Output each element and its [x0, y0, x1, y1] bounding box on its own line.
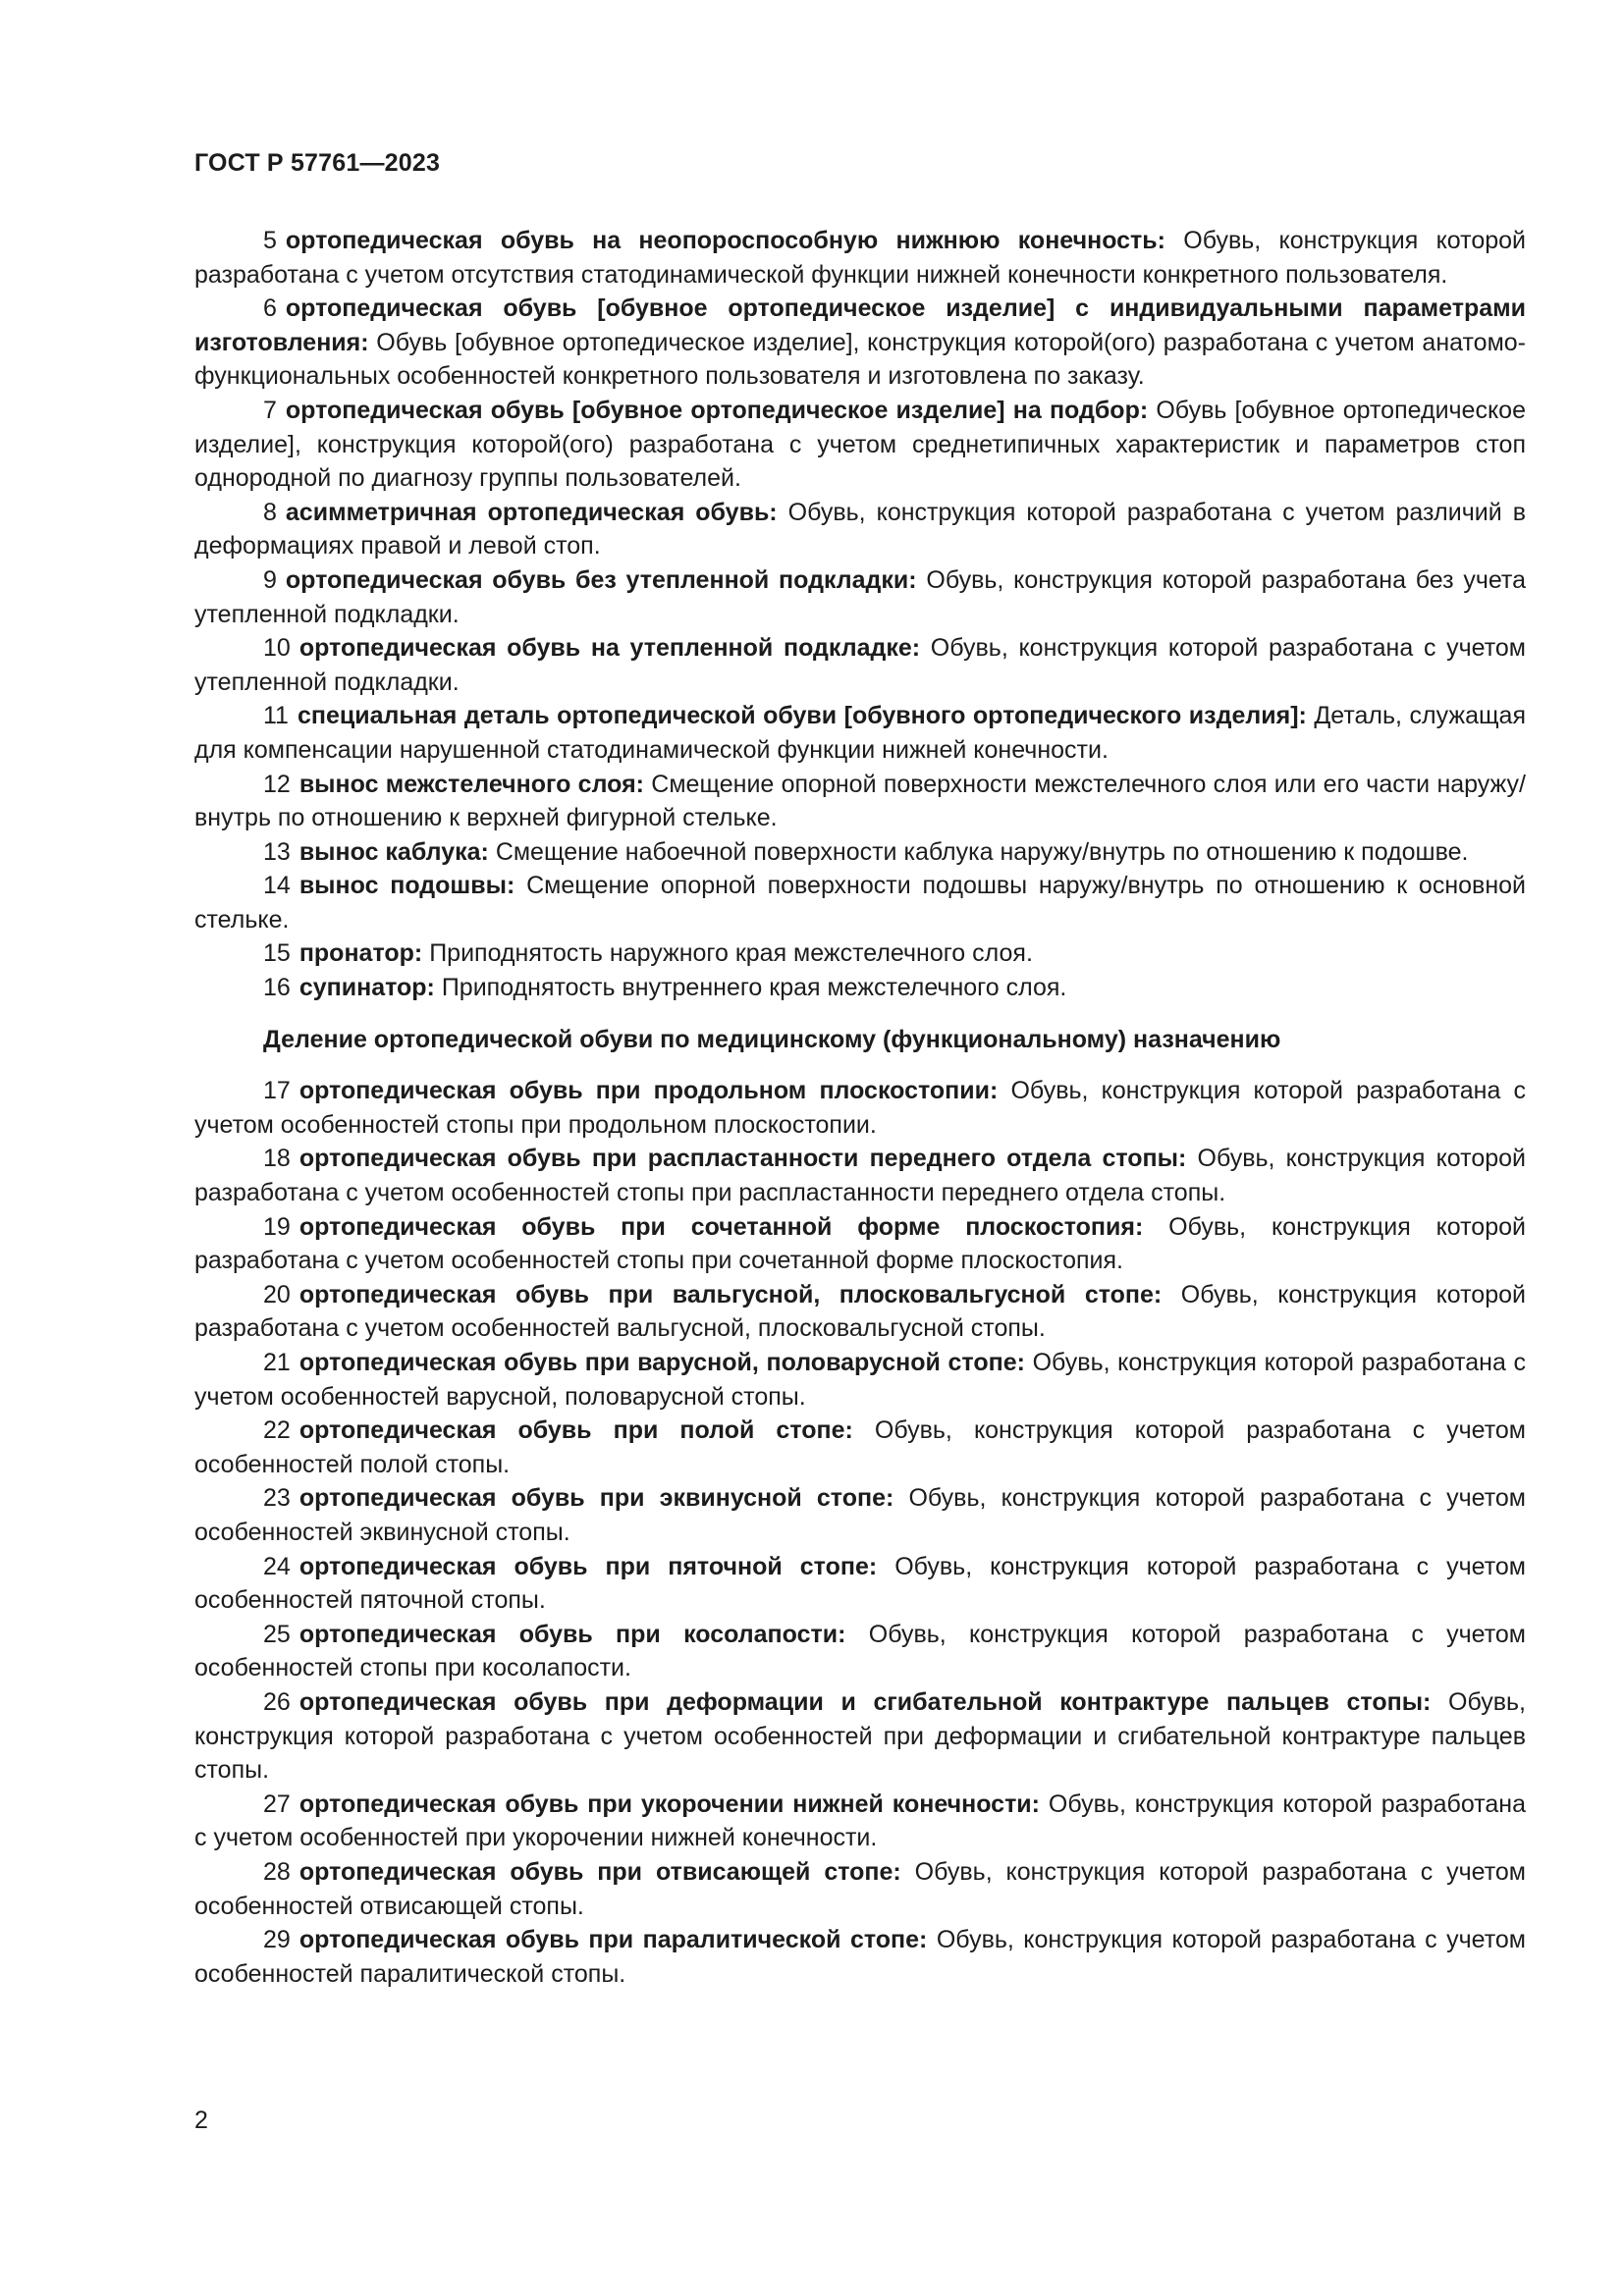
- entry-term: пронатор:: [298, 939, 423, 968]
- entry-definition: Обувь, конструкция которой разработана с учетом особенностей при укорочении нижней конечности.: [194, 1789, 1526, 1852]
- term-entry-9: [194, 563, 1526, 631]
- term-entry-15: [194, 936, 1526, 971]
- entry-definition: Обувь, конструкция которой разработана с учетом особенностей стопы при сочетанной форме плоскостопия.: [194, 1212, 1526, 1275]
- entry-term: ортопедическая обувь при паралитической стопе:: [298, 1926, 928, 1954]
- entry-term: ортопедическая обувь при продольном плоскостопии:: [298, 1077, 999, 1105]
- entry-definition: Деталь, служащая для компенсации нарушенной статодинамической функции нижней конечности.: [194, 702, 1526, 764]
- entry-number: 26: [263, 1687, 291, 1716]
- entry-number: 24: [263, 1552, 291, 1580]
- entry-number: 25: [263, 1620, 291, 1648]
- entry-definition: Обувь, конструкция которой разработана с учетом особенностей при деформации и сгибательной контрактуре пальцев стопы.: [194, 1687, 1526, 1785]
- entry-definition: Обувь, конструкция которой разработана с учетом особенностей варусной, половарусной стопы.: [194, 1349, 1527, 1411]
- entry-number: 17: [263, 1077, 291, 1105]
- entry-term: вынос каблука:: [298, 837, 489, 866]
- term-entry-18: [194, 1142, 1526, 1209]
- entry-definition: Обувь, конструкция которой разработана с учетом особенностей паралитической стопы.: [194, 1926, 1526, 1988]
- document-code-header: ГОСТ Р 57761—2023: [194, 149, 441, 177]
- entry-term: ортопедическая обувь при укорочении нижней конечности:: [298, 1789, 1041, 1818]
- term-entry-20: [194, 1278, 1526, 1346]
- entry-number: 21: [263, 1349, 291, 1376]
- entry-number: 23: [263, 1484, 291, 1513]
- entry-number: 19: [263, 1212, 291, 1241]
- entry-number: 6: [263, 294, 277, 323]
- term-entry-5: [194, 224, 1526, 292]
- term-entry-26: [194, 1685, 1526, 1788]
- term-entry-10: [194, 631, 1526, 699]
- term-entry-27: [194, 1788, 1526, 1855]
- entry-definition: Обувь, конструкция которой разработана с учетом особенностей стопы при косолапости.: [194, 1620, 1526, 1682]
- entry-term: супинатор:: [298, 974, 435, 1002]
- term-entry-11: [194, 699, 1526, 767]
- entry-definition: Обувь, конструкция которой разработана с учетом особенностей пяточной стопы.: [194, 1552, 1526, 1615]
- entry-term: ортопедическая обувь на утепленной подкладке:: [298, 634, 921, 663]
- entry-number: 13: [263, 837, 291, 866]
- term-entry-14: [194, 869, 1526, 936]
- entry-term: асимметричная ортопедическая обувь:: [285, 498, 778, 526]
- entry-definition: Обувь, конструкция которой разработана с учетом особенностей стопы при продольном плоскостопии.: [194, 1077, 1527, 1139]
- term-entry-13: [194, 835, 1526, 870]
- entry-term: ортопедическая обувь при отвисающей стопе:: [298, 1857, 901, 1886]
- entry-number: 15: [263, 939, 291, 968]
- entry-term: вынос подошвы:: [298, 872, 515, 900]
- entry-term: ортопедическая обувь при полой стопе:: [298, 1416, 853, 1445]
- term-entry-8: [194, 496, 1526, 563]
- section-heading: Деление ортопедической обуви по медицинскому (функциональному) назначению: [263, 1025, 1281, 1053]
- term-entry-21: [194, 1346, 1526, 1414]
- entry-term: ортопедическая обувь на неопороспособную нижнюю конечность:: [285, 227, 1165, 254]
- entry-definition: Обувь, конструкция которой разработана с учетом особенностей вальгусной, плосковальгусной стопы.: [194, 1280, 1526, 1343]
- term-entry-23: [194, 1481, 1526, 1549]
- entry-number: 20: [263, 1280, 291, 1308]
- entry-number: 29: [263, 1926, 291, 1954]
- entry-term: ортопедическая обувь при косолапости:: [298, 1620, 846, 1648]
- entry-number: 7: [263, 396, 277, 424]
- entry-definition: Смещение набоечной поверхности каблука наружу/внутрь по отношению к подошве.: [495, 837, 1469, 866]
- term-entry-6: [194, 292, 1526, 394]
- entry-number: 9: [263, 565, 277, 594]
- entry-term: ортопедическая обувь при вальгусной, плосковальгусной стопе:: [298, 1280, 1163, 1308]
- entry-definition: Смещение опорной поверхности межстелечного слоя или его части наружу/внутрь по отношению к верхней фигурной стельке.: [194, 770, 1527, 832]
- term-entry-25: [194, 1618, 1526, 1685]
- entry-number: 8: [263, 498, 277, 526]
- term-entry-12: [194, 768, 1526, 835]
- entry-definition: Обувь, конструкция которой разработана с учетом особенностей отвисающей стопы.: [194, 1857, 1526, 1920]
- entry-definition: Приподнятость наружного края межстелечного слоя.: [429, 939, 1033, 968]
- entry-definition: Обувь, конструкция которой разработана с учетом особенностей полой стопы.: [194, 1416, 1526, 1478]
- entry-number: 16: [263, 974, 291, 1002]
- entry-term: ортопедическая обувь при деформации и сгибательной контрактуре пальцев стопы:: [298, 1687, 1432, 1716]
- term-entry-22: [194, 1414, 1526, 1481]
- entry-definition: Обувь, конструкция которой разработана с учетом особенностей эквинусной стопы.: [194, 1484, 1526, 1546]
- term-entry-7: [194, 394, 1526, 496]
- entry-definition: Обувь, конструкция которой разработана с учетом особенностей стопы при распластанности переднего отдела стопы.: [194, 1145, 1527, 1207]
- entry-number: 14: [263, 872, 291, 900]
- entry-definition: Обувь [обувное ортопедическое изделие], конструкция которой(ого) разработана с учетом среднетипичных характеристик и параметров стоп однородной по диагнозу группы пользователей.: [194, 396, 1526, 493]
- entry-number: 11: [263, 702, 289, 730]
- entry-term: ортопедическая обувь [обувное ортопедическое изделие] на подбор:: [285, 396, 1149, 424]
- term-entry-16: [194, 971, 1526, 1005]
- entry-definition: Обувь, конструкция которой разработана с учетом отсутствия статодинамической функции нижней конечности конкретного пользователя.: [194, 227, 1526, 289]
- entry-number: 18: [263, 1145, 291, 1173]
- page-number: 2: [194, 2107, 208, 2134]
- entry-term: вынос межстелечного слоя:: [298, 770, 644, 798]
- term-entry-24: [194, 1550, 1526, 1618]
- document-body: [194, 224, 1526, 1991]
- entry-term: специальная деталь ортопедической обуви [обувного ортопедического изделия]:: [297, 702, 1307, 730]
- entry-definition: Приподнятость внутреннего края межстелечного слоя.: [441, 974, 1067, 1002]
- entry-number: 5: [263, 227, 277, 254]
- entry-definition: Обувь, конструкция которой разработана с учетом утепленной подкладки.: [194, 634, 1526, 696]
- entry-number: 27: [263, 1789, 291, 1818]
- terms-list-medical: [194, 1074, 1526, 1991]
- term-entry-19: [194, 1210, 1526, 1278]
- entry-definition: Обувь, конструкция которой разработана без учета утепленной подкладки.: [194, 565, 1527, 628]
- term-entry-29: [194, 1923, 1526, 1991]
- terms-list-general: [194, 224, 1526, 1005]
- term-entry-28: [194, 1855, 1526, 1923]
- entry-number: 28: [263, 1857, 291, 1886]
- entry-term: ортопедическая обувь при варусной, половарусной стопе:: [298, 1349, 1025, 1376]
- entry-number: 12: [263, 770, 291, 798]
- entry-term: ортопедическая обувь при сочетанной форме плоскостопия:: [298, 1212, 1144, 1241]
- entry-term: ортопедическая обувь при эквинусной стопе:: [298, 1484, 894, 1513]
- entry-number: 10: [263, 634, 291, 663]
- entry-term: ортопедическая обувь при пяточной стопе:: [298, 1552, 878, 1580]
- entry-definition: Обувь, конструкция которой разработана с учетом различий в деформациях правой и левой стоп.: [194, 498, 1526, 561]
- term-entry-17: [194, 1074, 1526, 1142]
- entry-term: ортопедическая обувь [обувное ортопедическое изделие] с индивидуальными параметрами изготовления:: [194, 294, 1526, 356]
- entry-term: ортопедическая обувь при распластанности переднего отдела стопы:: [298, 1145, 1187, 1173]
- entry-definition: Обувь [обувное ортопедическое изделие], конструкция которой(ого) разработана с учетом анатомо-функциональных особенностей конкретного пользователя и изготовлена по заказу.: [194, 328, 1526, 391]
- entry-term: ортопедическая обувь без утепленной подкладки:: [285, 565, 917, 594]
- entry-number: 22: [263, 1416, 291, 1445]
- entry-definition: Смещение опорной поверхности подошвы наружу/внутрь по отношению к основной стельке.: [194, 872, 1526, 934]
